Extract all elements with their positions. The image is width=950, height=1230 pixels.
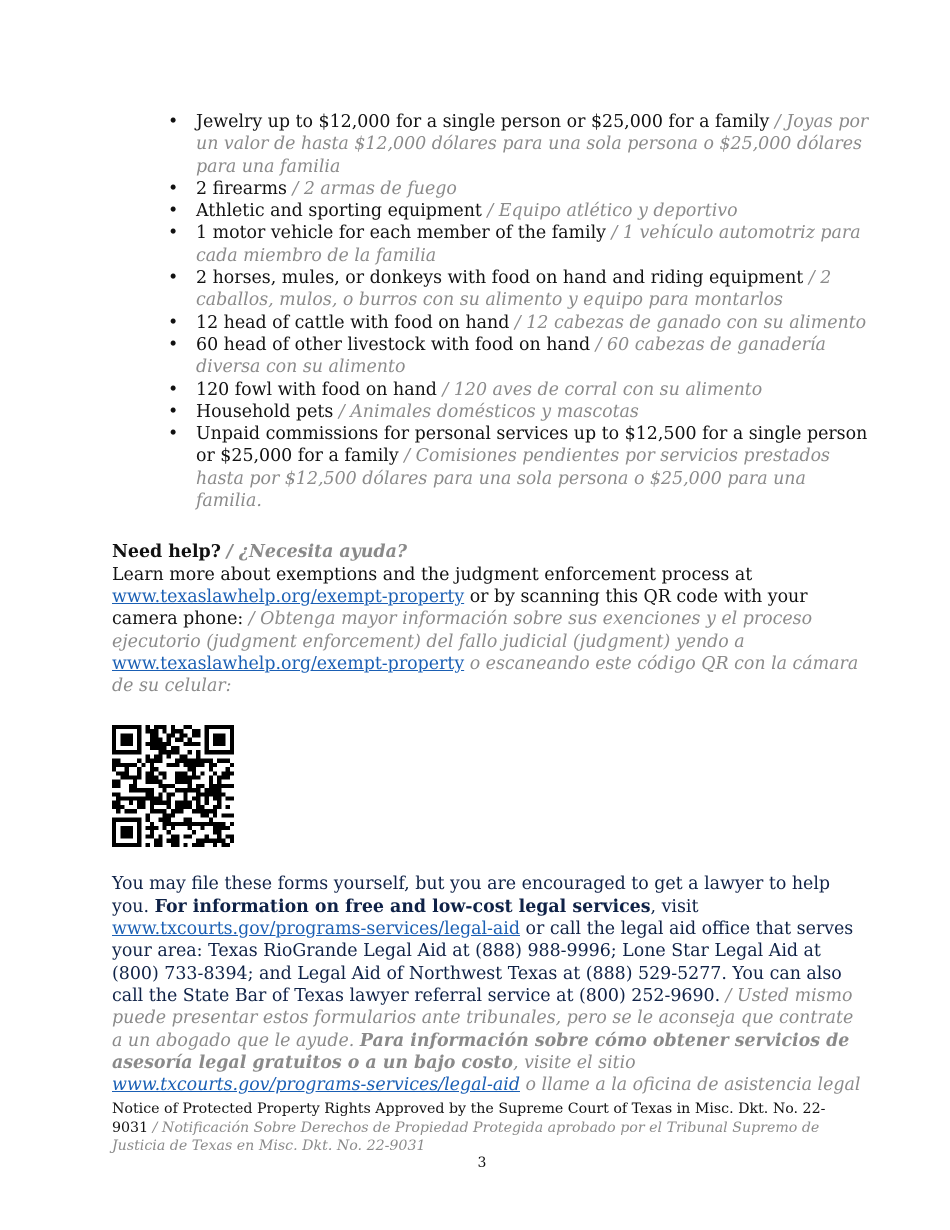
item-text-es: / Animales domésticos y mascotas [338,401,639,422]
help-text-es-2: o escaneando este código QR con la cámara de su celular: [112,653,859,697]
legal-visit-en: , visit [650,896,699,917]
list-item [196,222,876,267]
legal-text-en: You may file these forms yourself, but you are encouraged to get a lawyer to help you. [112,874,831,917]
item-text-en: 2 horses, mules, or donkeys with food on hand and riding equipment [196,268,804,289]
legal-aid-link-es[interactable]: www.txcourts.gov/programs-services/legal-aid [112,1075,520,1096]
page-number: 3 [477,1155,487,1171]
item-text-es: / 120 aves de corral con su alimento [442,379,763,400]
document-page [112,111,869,1096]
help-heading [112,541,862,563]
item-text-es: / Equipo atlético y deportivo [487,201,738,222]
list-item [196,423,876,512]
list-item [196,312,876,334]
help-title-es: / ¿Necesita ayuda? [226,542,408,563]
item-text-es: / 1 vehículo automotriz para cada miembro de la familia [196,223,861,266]
help-paragraph [112,564,862,698]
item-text-en: 12 head of cattle with food on hand [196,312,510,333]
legal-aid-link[interactable]: www.txcourts.gov/programs-services/legal-aid [112,919,520,940]
item-text-en: Jewelry up to $12,000 for a single person or $25,000 for a family [196,112,770,132]
list-item [196,111,876,178]
exempt-property-link-es[interactable]: www.texaslawhelp.org/exempt-property [112,653,465,674]
help-text-es: / Obtenga mayor información sobre sus exenciones y el proceso ejecutorio (judgment enforcement) del fallo judicial (judgment) yendo a [112,609,813,652]
list-item [196,178,876,200]
item-text-en: Unpaid commissions for personal services up to $12,500 for a single person or $25,000 for a family [196,424,868,467]
page-footer [112,1100,852,1156]
list-item [196,267,876,312]
help-text-en: Learn more about exemptions and the judgment enforcement process at [112,564,753,585]
item-text-en: 120 fowl with food on hand [196,379,437,400]
legal-visit-es: , visite el sitio [513,1052,636,1073]
list-item [196,200,876,222]
legal-text-en-2: or call the legal aid office that serves your area: Texas RioGrande Legal Aid at (888) 988-9996; Lone Star Legal Aid at (800) 733-8394; and Legal Aid of Northwest Texas at (888) 529-5277. You can also call the State Bar of Texas lawyer referral service at (800) 252-9690. [112,919,854,1006]
footer-text-es: / Notificación Sobre Derechos de Propiedad Protegida aprobado por el Tribunal Supremo de Justicia de Texas en Misc. Dkt. No. 22-9031 [112,1119,820,1155]
exempt-property-link[interactable]: www.texaslawhelp.org/exempt-property [112,586,465,607]
item-text-en: 1 motor vehicle for each member of the family [196,223,606,244]
item-text-en: Household pets [196,401,334,422]
legal-text-es-2: o llame a la oficina de asistencia legal [525,1075,861,1096]
item-text-es: / 12 cabezas de ganado con su alimento [514,312,867,333]
item-text-es: / Joyas por un valor de hasta $12,000 dólares para una sola persona o $25,000 dólares para una familia [196,112,869,177]
item-text-en: Athletic and sporting equipment [196,201,482,222]
legal-strong-en: For information on free and low-cost legal services [154,896,651,917]
item-text-en: 60 head of other livestock with food on hand [196,334,591,355]
item-text-es: / 2 caballos, mulos, o burros con su alimento y equipo para montarlos [196,268,832,311]
exempt-property-list [112,111,876,512]
qr-code-icon [112,725,234,847]
legal-text-es: / Usted mismo puede presentar estos formularios ante tribunales, pero se le aconseja que contrate a un abogado que le ayude. [112,985,854,1051]
footer-text-en: Notice of Protected Property Rights Approved by the Supreme Court of Texas in Misc. Dkt. No. 22-9031 [112,1101,826,1136]
list-item [196,334,876,379]
list-item [196,401,876,423]
item-text-en: 2 firearms [196,178,287,199]
qr-code [112,725,234,847]
help-title-en: Need help? [112,542,221,563]
legal-strong-es: Para información sobre cómo obtener servicios de asesoría legal gratuitos o a un bajo costo [112,1030,850,1073]
list-item [196,379,876,401]
item-text-es: / 2 armas de fuego [292,178,457,199]
item-text-es: / Comisiones pendientes por servicios prestados hasta por $12,500 dólares para una sola persona o $25,000 para una familia. [196,446,830,512]
item-text-es: / 60 cabezas de ganadería diversa con su alimento [196,334,826,378]
legal-services-paragraph [112,873,862,1096]
help-text-en-2: or by scanning this QR code with your camera phone: [112,586,808,630]
